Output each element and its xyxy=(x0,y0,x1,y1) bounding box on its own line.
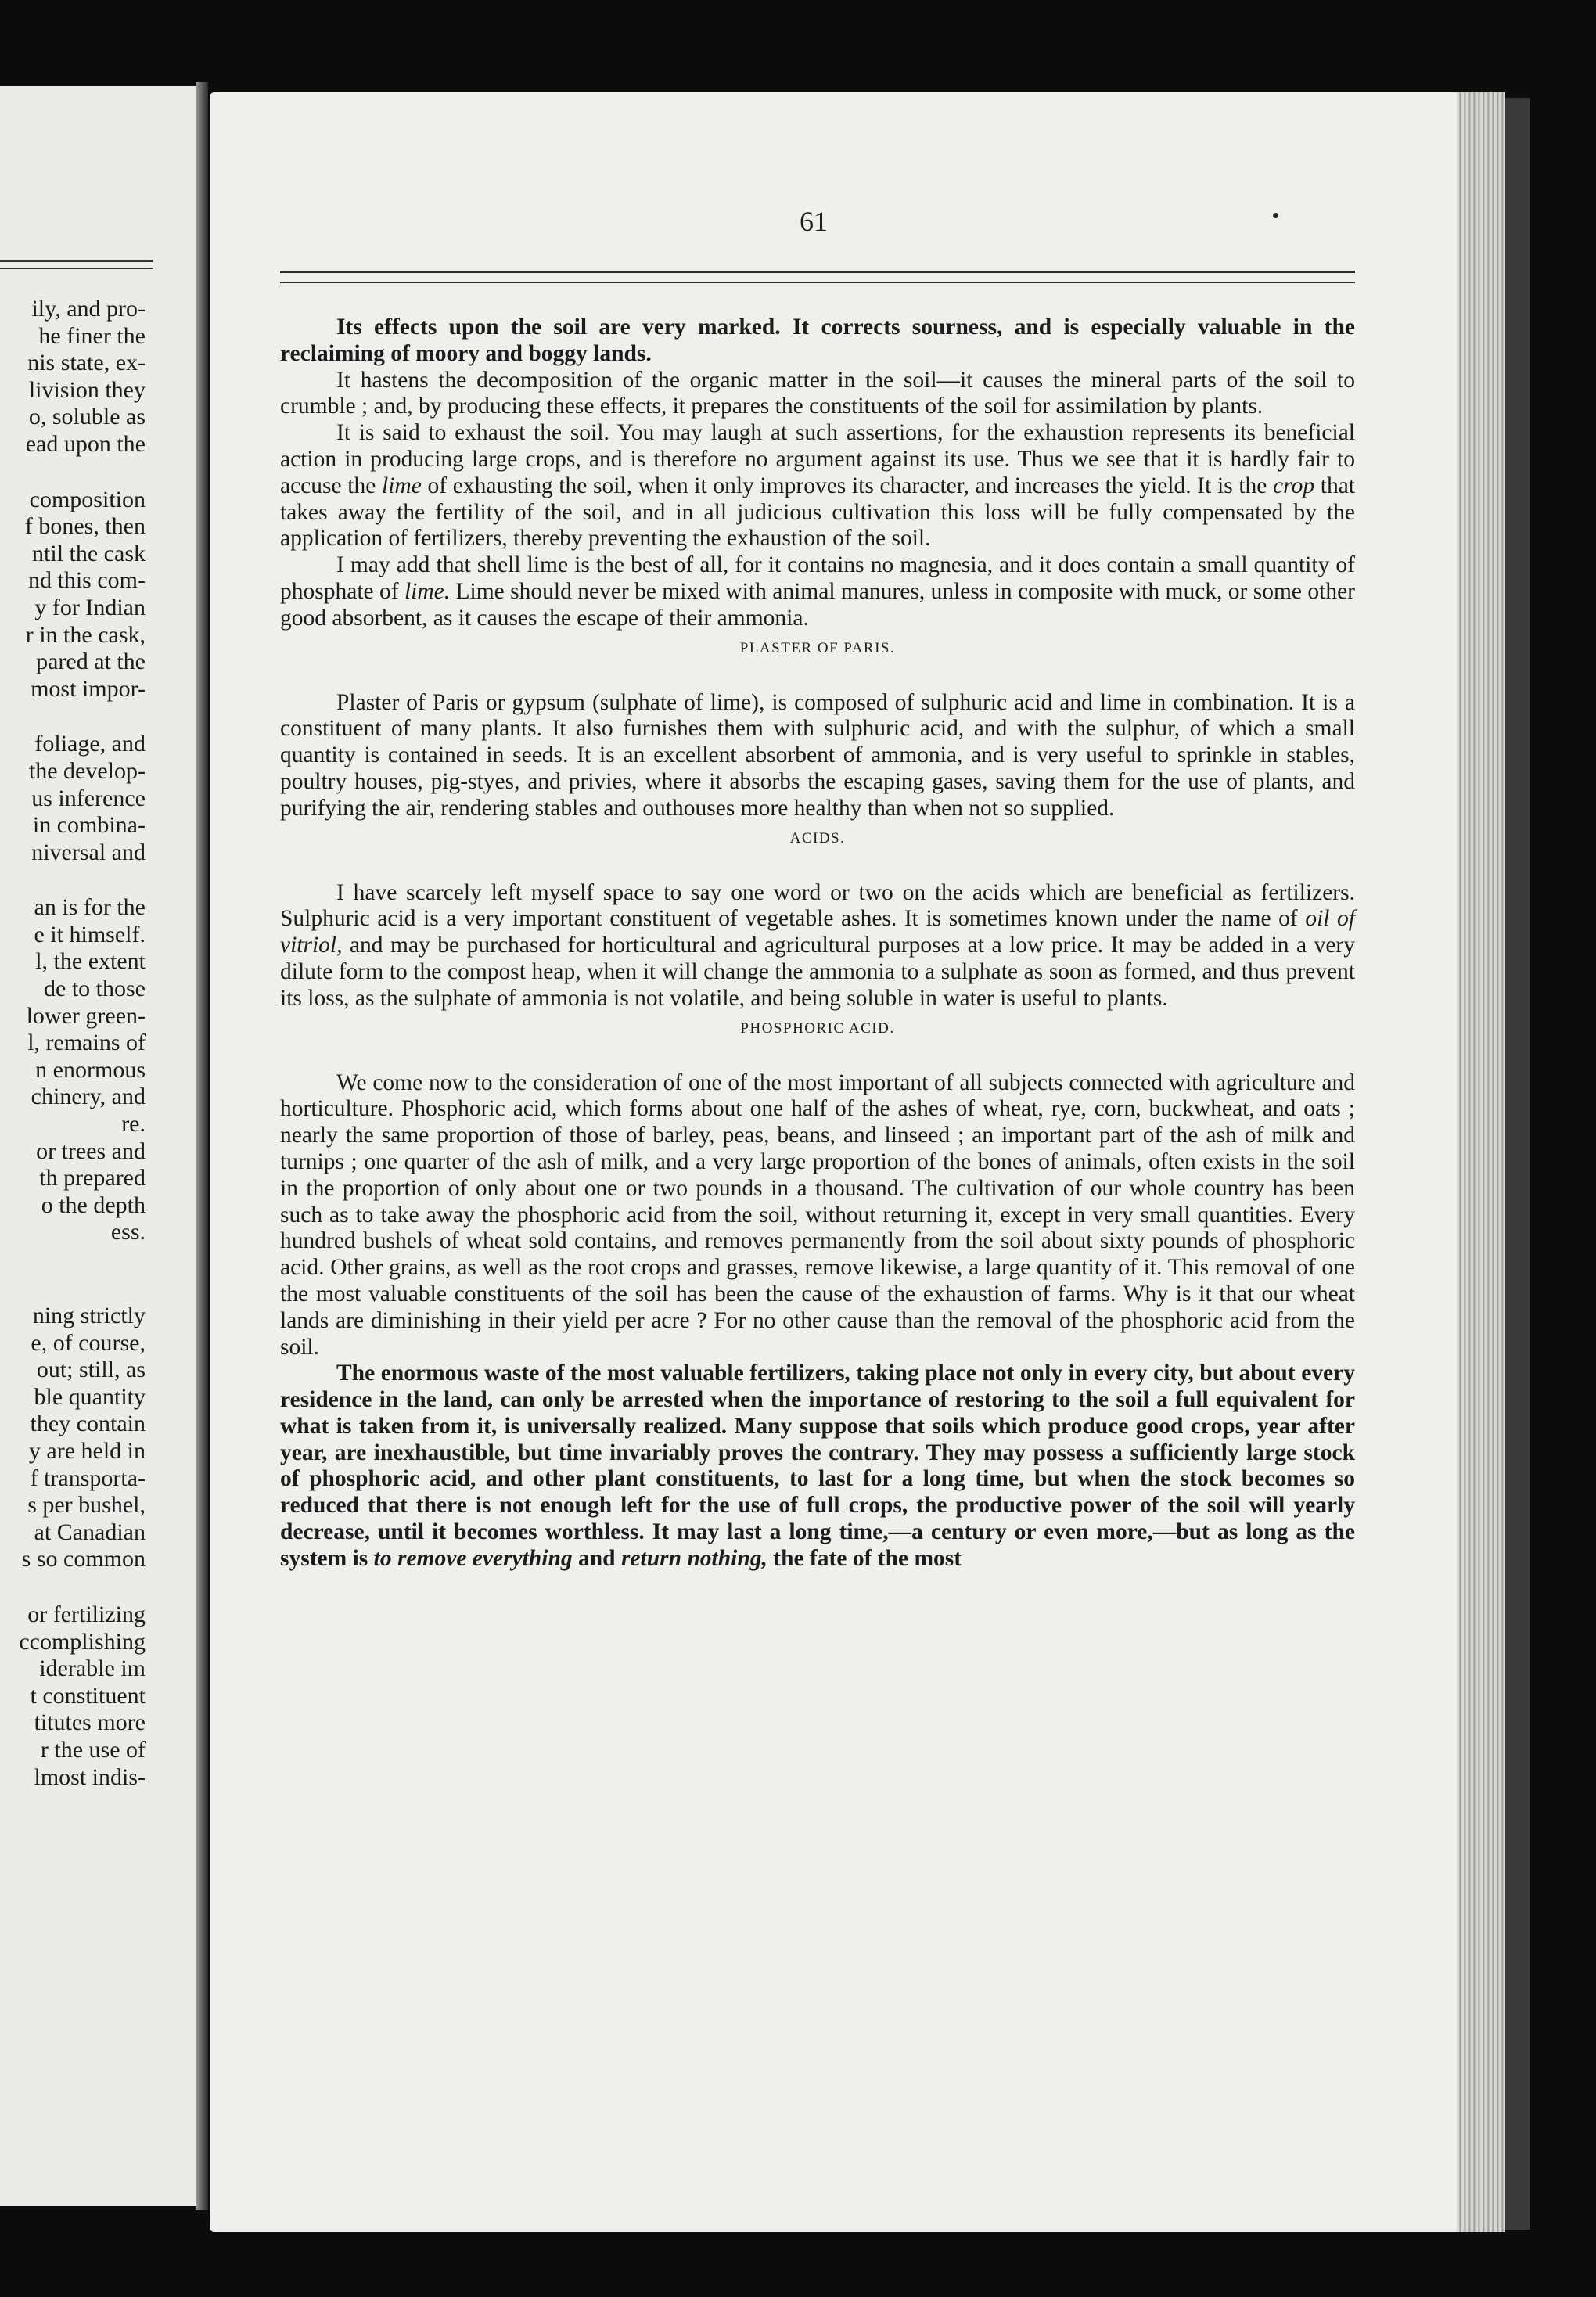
facing-page-line: out; still, as xyxy=(36,1357,146,1383)
facing-page-line: lmost indis- xyxy=(34,1763,146,1790)
section-heading: ACIDS. xyxy=(789,829,846,847)
facing-page-line: an is for the xyxy=(34,894,146,921)
facing-page-line: at Canadian xyxy=(34,1519,146,1545)
facing-page-line: y for Indian xyxy=(34,594,146,620)
facing-page-line: us inference xyxy=(31,785,146,811)
facing-page xyxy=(0,86,205,2206)
facing-page-text xyxy=(0,296,146,1791)
facing-page-line: ead upon the xyxy=(25,430,146,457)
facing-page-line: s per bushel, xyxy=(27,1492,146,1519)
facing-page-line: or trees and xyxy=(36,1138,146,1164)
facing-page-line: f transporta- xyxy=(30,1465,146,1491)
facing-page-line: they contain xyxy=(30,1411,146,1437)
facing-page-line: ccomplishing xyxy=(19,1628,146,1655)
facing-page-line: e it himself. xyxy=(34,921,146,947)
facing-page-line: l, the extent xyxy=(35,948,146,975)
header-rule xyxy=(280,271,1355,273)
facing-page-line: ning strictly xyxy=(32,1303,146,1328)
facing-page-line: lower green- xyxy=(26,1002,146,1029)
facing-page-line: pared at the xyxy=(36,649,146,675)
ink-speck xyxy=(1273,213,1278,218)
book-gutter xyxy=(196,82,208,2210)
facing-page-line: o, soluble as xyxy=(28,404,146,430)
facing-page-line: composition xyxy=(29,486,146,512)
facing-page-line xyxy=(0,458,146,487)
facing-page-rule xyxy=(0,268,153,269)
facing-page-line: ntil the cask xyxy=(32,540,146,566)
facing-page-line: livision they xyxy=(28,376,146,403)
facing-page-line: y are held in xyxy=(28,1437,146,1464)
facing-page-line: ily, and pro- xyxy=(31,296,146,322)
facing-page-line: o the depth xyxy=(41,1192,146,1218)
facing-page-line: most impor- xyxy=(31,675,146,702)
page-edge xyxy=(1457,92,1505,2232)
facing-page-line: nis state, ex- xyxy=(27,350,146,376)
facing-page-line: f bones, then xyxy=(24,513,146,540)
facing-page-line: the develop- xyxy=(28,757,146,784)
page-body xyxy=(280,315,1355,1573)
facing-page-line: s so common xyxy=(21,1546,146,1573)
facing-page-line: t constituent xyxy=(30,1682,146,1709)
paragraph: Plaster of Paris or gypsum (sulphate of lime), is composed of sulphuric acid and lime in combination. It is a constituent of many plants. It also furnishes them with sulphuric acid, and with the sulphur, of which a small quantity is contained in seeds. It is an excellent absorbent of ammonia, and is very useful to sprinkle in stables, poultry houses, pig-styes, and privies, where it absorbs the escaping gases, saving them for the use of plants, and purifying the air, rendering stables and outhouses more healthy than when not so supplied. xyxy=(280,689,1355,821)
section-heading: PLASTER OF PARIS. xyxy=(739,639,896,656)
facing-page-line: l, remains of xyxy=(27,1030,146,1056)
facing-page-line: e, of course, xyxy=(31,1329,146,1356)
facing-page-line xyxy=(0,1246,146,1274)
facing-page-line: ble quantity xyxy=(34,1383,146,1410)
header-rule xyxy=(280,282,1355,283)
paragraph: It is said to exhaust the soil. You may laugh at such assertions, for the exhaustion represents its beneficial action in producing large crops, and is therefore no argument against its use. Thus we see that it is hardly fair to accuse the lime of exhausting the soil, when it only improves its character, and increases the yield. It is the crop that takes away the fertility of the soil, and in all judicious cultivation this loss will be fully compensated by the application of fertilizers, thereby preventing the exhaustion of the soil. xyxy=(280,420,1355,552)
facing-page-line xyxy=(0,1274,146,1303)
paragraph: We come now to the consideration of one of the most important of all subjects connected with agriculture and horticulture. Phosphoric acid, which forms about one half of the ashes of wheat, rye, corn, buckwheat, and oats ; nearly the same proportion of those of barley, peas, beans, and linseed ; an important part of the ash of milk and turnips ; one quarter of the ash of milk, and a very large proportion of the bones of animals, often exists in the soil in the proportion of only about one or two pounds in a thousand. The cultivation of our whole country has been such as to take away the phosphoric acid from the soil, without returning it, except in very small quantities. Every hundred bushels of wheat sold contains, and removes permanently from the soil about sixty pounds of phosphoric acid. Other grains, as well as the root crops and grasses, remove likewise, a large quantity of it. This removal of one the most valuable constituents of the soil has been the cause of the exhaustion of farms. Why is it that our wheat lands are diminishing in their yield per acre ? For no other cause than the removal of the phosphoric acid from the soil. xyxy=(280,1069,1355,1360)
paragraph: I may add that shell lime is the best of all, for it contains no magnesia, and it does contain a small quantity of phosphate of lime. Lime should never be mixed with animal manures, unless in composite with muck, or some other good absorbent, as it causes the escape of their ammonia. xyxy=(280,552,1356,631)
paragraph: The enormous waste of the most valuable fertilizers, taking place not only in every city, but about every residence in the land, can only be arrested when the importance of restoring to the soil a full equivalent for what is taken from it, is universally realized. Many suppose that soils which produce good crops, year after year, are inexhaustible, but time invariably proves the contrary. They may possess a sufficiently large stock of phosphoric acid, and other plant constituents, to last for a long time, but when the stock becomes so reduced that there is not enough left for the use of full crops, the productive power of the soil will yearly decrease, until it becomes worthless. It may last a long time,—a century or even more,—but as long as the system is to remove everything and return nothing, the fate of the most xyxy=(280,1361,1355,1571)
facing-page-line: re. xyxy=(121,1111,146,1138)
facing-page-line: th prepared xyxy=(39,1165,146,1192)
facing-page-line: he finer the xyxy=(38,322,146,349)
paragraph: Its effects upon the soil are very marked. It corrects sourness, and is especially valuable in the reclaiming of moory and boggy lands. xyxy=(280,315,1355,366)
facing-page-rule xyxy=(0,260,153,262)
facing-page-line: or fertilizing xyxy=(27,1601,146,1627)
facing-page-line xyxy=(0,703,146,731)
facing-page-line xyxy=(0,1573,146,1601)
facing-page-line: ess. xyxy=(110,1219,146,1246)
facing-page-line: iderable im xyxy=(39,1655,146,1682)
section-heading: PHOSPHORIC ACID. xyxy=(740,1019,895,1037)
facing-page-line: r the use of xyxy=(40,1736,146,1763)
facing-page-line: n enormous xyxy=(35,1056,146,1083)
facing-page-line: r in the cask, xyxy=(25,621,146,648)
facing-page-line: de to those xyxy=(44,976,146,1002)
facing-page-line: chinery, and xyxy=(31,1084,146,1110)
paragraph: I have scarcely left myself space to say one word or two on the acids which are beneficial as fertilizers. Sulphuric acid is a very important constituent of vegetable ashes. It is sometimes known under the name of oil of vitriol, and may be purchased for horticultural and agricultural purposes at a low price. It may be added in a very dilute form to the compost heap, when it will change the ammonia to a sulphate as soon as formed, and thus prevent its loss, as the sulphate of ammonia is not volatile, and being soluble in water is useful to plants. xyxy=(280,879,1355,1011)
paragraph: It hastens the decomposition of the organic matter in the soil—it causes the mineral parts of the soil to crumble ; and, by producing these effects, it prepares the constituents of the soil for assimilation by plants. xyxy=(280,367,1355,419)
book-cover-edge xyxy=(1505,98,1530,2230)
facing-page-line: nd this com- xyxy=(28,567,146,594)
facing-page-line: foliage, and xyxy=(34,731,146,757)
page-number: 61 xyxy=(800,206,828,237)
facing-page-line: in combina- xyxy=(32,812,146,839)
facing-page-line xyxy=(0,866,146,894)
facing-page-line: titutes more xyxy=(34,1709,146,1736)
facing-page-line: niversal and xyxy=(31,839,146,865)
